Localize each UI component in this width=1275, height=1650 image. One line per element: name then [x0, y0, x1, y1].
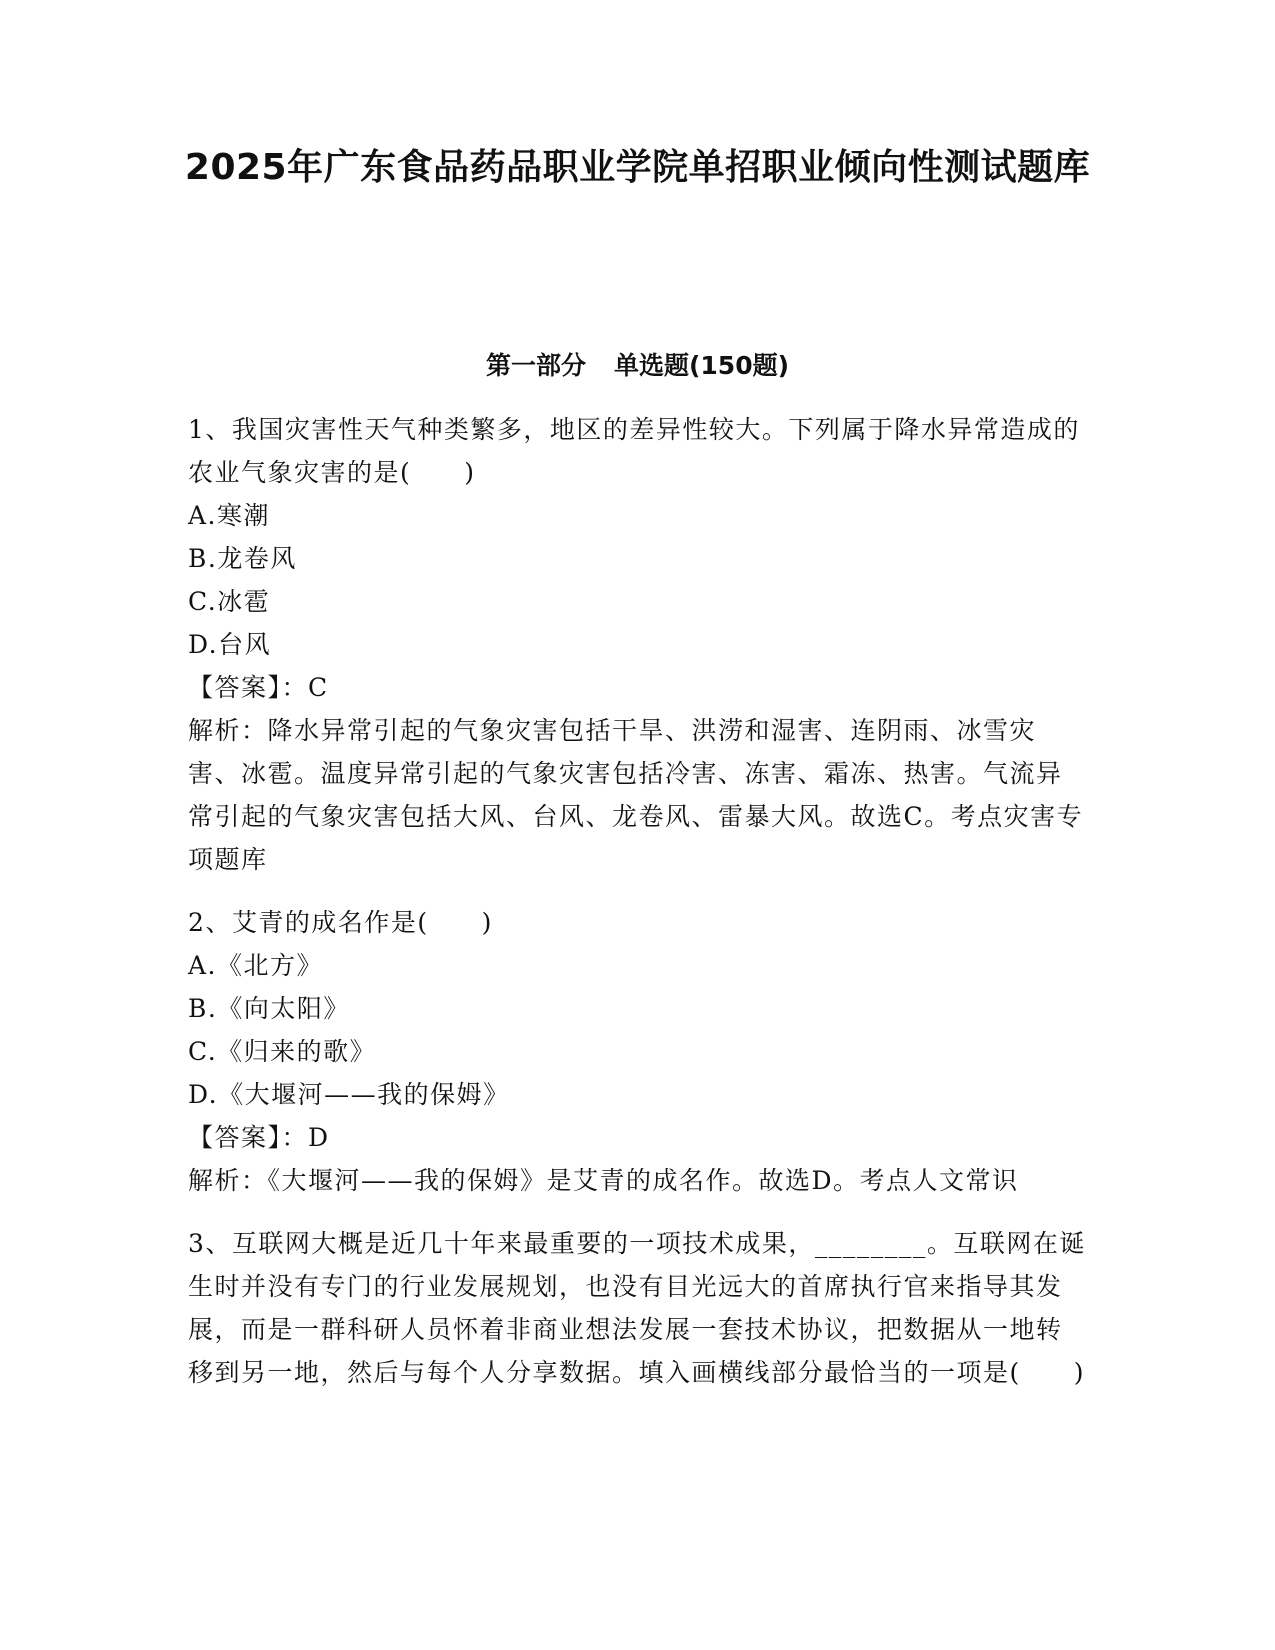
analysis-text: 解析：降水异常引起的气象灾害包括干旱、洪涝和湿害、连阴雨、冰雪灾害、冰雹。温度异常引起的气象灾害包括冷害、冻害、霜冻、热害。气流异常引起的气象灾害包括大风、台风、龙卷风、雷暴大风。故选C。考点灾害专项题库 [188, 716, 1084, 874]
option-d: D.台风 [188, 630, 272, 659]
answer-value: D [308, 1123, 330, 1152]
option-c: C.冰雹 [188, 587, 271, 616]
option-c: C.《归来的歌》 [188, 1037, 377, 1066]
option-a: A.《北方》 [188, 951, 324, 980]
document-title: 2025年广东食品药品职业学院单招职业倾向性测试题库 [184, 147, 1091, 188]
answer-value: C [308, 673, 329, 702]
question-stem: 3、互联网大概是近几十年来最重要的一项技术成果，________。互联网在诞生时并没有专门的行业发展规划，也没有目光远大的首席执行官来指导其发展，而是一群科研人员怀着非商业想法发展一套技术协议，把数据从一地转移到另一地，然后与每个人分享数据。填入画横线部分最恰当的一项是( ) [188, 1229, 1086, 1387]
option-b: B.《向太阳》 [188, 994, 350, 1023]
option-a: A.寒潮 [188, 501, 271, 530]
answer-label: 【答案】 [188, 1123, 282, 1152]
section-heading [180, 346, 1095, 386]
question-stem: 2、艾青的成名作是( ) [188, 908, 493, 937]
question-list [188, 408, 1088, 1414]
question-stem: 1、我国灾害性天气种类繁多，地区的差异性较大。下列属于降水异常造成的农业气象灾害的是( ) [188, 415, 1080, 487]
option-d: D.《大堰河——我的保姆》 [188, 1080, 510, 1109]
answer-label: 【答案】 [188, 673, 282, 702]
section-label: 第一部分 [485, 351, 586, 380]
question-3 [188, 1222, 1088, 1394]
answer-separator: ： [281, 673, 309, 702]
analysis-text: 解析：《大堰河——我的保姆》是艾青的成名作。故选D。考点人文常识 [188, 1166, 1019, 1195]
answer-line [188, 1116, 1088, 1159]
section-name: 单选题(150题) [613, 351, 790, 380]
answer-line [188, 666, 1088, 709]
question-2 [188, 901, 1088, 1202]
question-1 [188, 408, 1088, 881]
answer-separator: ： [281, 1123, 309, 1152]
option-b: B.龙卷风 [188, 544, 297, 573]
